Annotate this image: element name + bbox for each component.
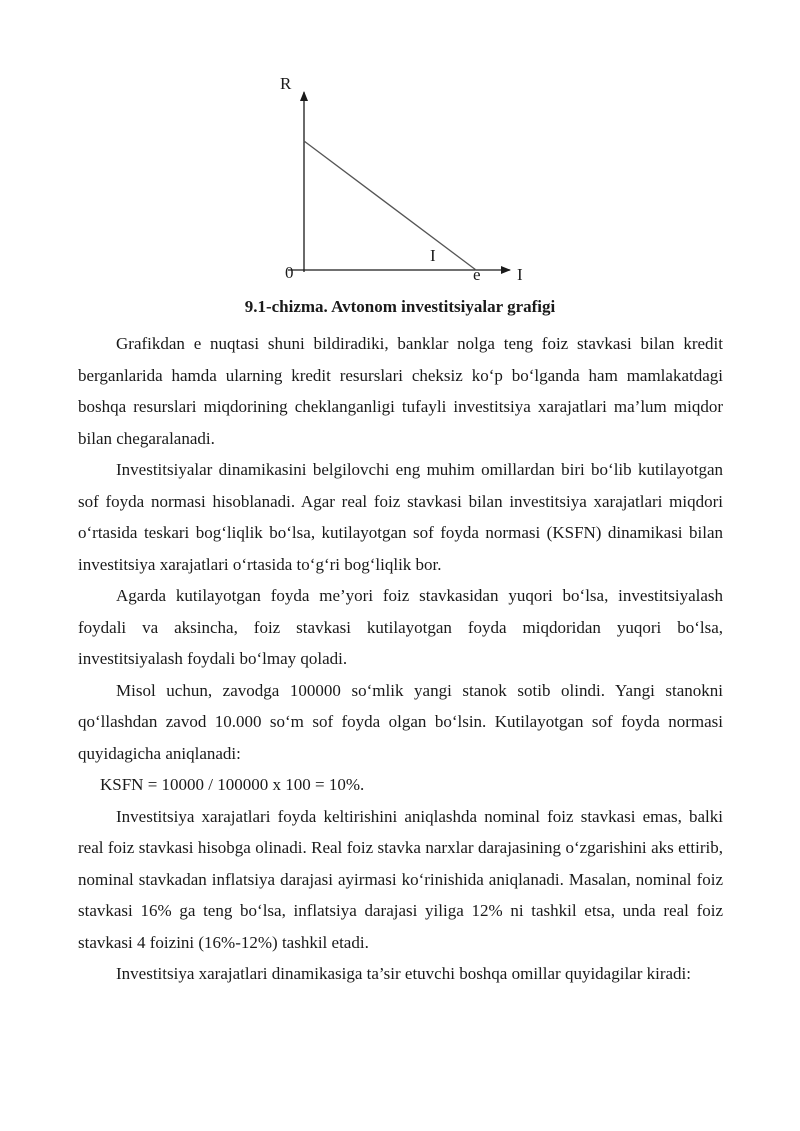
paragraph: Grafikdan e nuqtasi shuni bildiradiki, banklar nolga teng foiz stavkasi bilan kredit berganlarida hamda ularning kredit resurslari cheksiz ko‘p bo‘lganda ham mamlakatdagi boshqa resurslari miqdorining cheklanganligi tufayli investitsiya xarajatlari ma’lum miqdor bilan chegaralanadi. (78, 334, 723, 448)
paragraph: Investitsiyalar dinamikasini belgilovchi eng muhim omillardan biri bo‘lib kutilayotgan sof foyda normasi hisoblanadi. Agar real foiz stavkasi bilan investitsiya xarajatlari miqdori o‘rtasida teskari bog‘liqlik bo‘lsa, kutilayotgan sof foyda normasi (KSFN) dinamikasi bilan investitsiya xarajatlari o‘rtasida to‘g‘ri bog‘liqlik bor. (78, 460, 723, 574)
graph-drawing (0, 0, 800, 290)
formula: KSFN = 10000 / 100000 x 100 = 10%. (100, 775, 365, 794)
line-label: I (430, 246, 436, 265)
autonomous-investment-graph (0, 0, 800, 290)
paragraph: Misol uchun, zavodga 100000 so‘mlik yangi stanok sotib olindi. Yangi stanokni qo‘llashdan zavod 10.000 so‘m sof foyda olgan bo‘lsin. Kutilayotgan sof foyda normasi quyidagicha aniqlanadi: (78, 680, 723, 763)
paragraph: Investitsiya xarajatlari foyda keltirishini aniqlashda nominal foiz stavkasi emas, balki real foiz stavkasi hisobga olinadi. Real foiz stavka narxlar darajasining o‘zgarishini aks ettirib, nominal stavkadan inflatsiya darajasi ayirmasi ko‘rinishida aniqlanadi. Masalan, nominal foiz stavkasi 16% ga teng bo‘lsa, inflatsiya darajasi yiliga 12% ni tashkil etsa, unda real foiz stavkasi 4 foizini (16%-12%) tashkil etadi. (78, 806, 723, 952)
origin-label: 0 (285, 263, 294, 282)
paragraph: Agarda kutilayotgan foyda me’yori foiz stavkasidan yuqori bo‘lsa, investitsiyalash foydali va aksincha, foiz stavkasi kutilayotgan foyda miqdoridan yuqori bo‘lsa, investitsiyalash foydali bo‘lmay qoladi. (78, 586, 723, 668)
figure-caption: 9.1-chizma. Avtonom investitsiyalar grafigi (244, 297, 556, 316)
body-text (78, 328, 723, 990)
y-axis-label: R (280, 74, 292, 93)
intercept-label: e (473, 265, 481, 284)
paragraph: Investitsiya xarajatlari dinamikasiga ta’sir etuvchi boshqa omillar quyidagilar kiradi: (116, 964, 692, 983)
investment-line (304, 141, 476, 270)
x-axis-label: I (517, 265, 523, 284)
